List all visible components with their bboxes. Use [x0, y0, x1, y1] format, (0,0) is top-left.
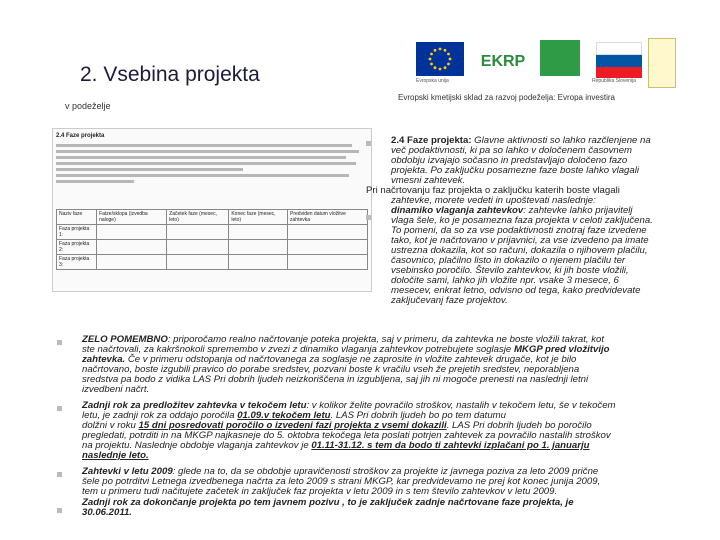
bottom-b2-line: pregledati, potrditi in na MKGP najkasneje do 5. oktobra tekočega leta poslati potrjen zahtevek za povračilo nastalih stroškov — [82, 430, 611, 441]
si-caption: Republika Slovenija — [592, 78, 636, 84]
right-p1-line: projekta. Po zaključku posamezne faze boste lahko vlagali — [391, 165, 639, 176]
form-phase-table — [56, 209, 368, 270]
bullet-icon — [57, 508, 62, 513]
right-p1-line: obdobju izvajajo sočasno in predstavljajo določeno fazo — [391, 155, 628, 166]
bottom-b1-line: zahtevka. Če v primeru odstopanja od načrtovanega za soglasje ne zaprosite in vložite zahtevek drugače, kot je bilo — [82, 354, 577, 365]
bottom-b4-line: Zadnji rok za dokončanje projekta po tem javnem pozivu , to je zaključek zadnje načrtovane faze projekta, je — [82, 497, 574, 508]
leader-logo-icon — [540, 40, 580, 76]
right-p3-line: vsebinsko poročilo. Število zahtevkov, ki jih boste vložili, — [391, 265, 629, 276]
form-heading: 2.4 Faze projekta — [56, 133, 105, 139]
table-row: Faza projekta 2: — [57, 240, 97, 255]
bottom-b1-line: načrtovano, boste izgubili pravico do porabe sredstev, pozvani boste k vračilu vseh že prejetih sredstev, neporabljena — [82, 364, 580, 375]
form-text-lines — [56, 141, 368, 186]
right-p1-line: več podaktivnosti, ki pa so lahko v določenem časovnem — [391, 145, 633, 156]
bottom-b3-line: Zahtevki v letu 2009: glede na to, da se obdobje upravičenosti stroškov za projekte iz javnega poziva za leto 2009 prične — [82, 466, 599, 477]
right-p2-line: zahtevke, morete vedeti in upoštevati naslednje: — [391, 195, 596, 206]
bottom-b2-line: dolžni v roku 15 dni posredovati poročilo o izvedeni fazi projekta z vsemi dokazili. LAS Pri dobrih ljudeh bo poročilo — [82, 420, 592, 431]
slovenia-flag-icon — [596, 42, 642, 76]
right-p3-line: zaključevanj faze projektov. — [391, 295, 508, 306]
subtitle-right: Evropski kmetijski sklad za razvoj podeželja: Evropa investira — [398, 93, 615, 102]
bullet-icon — [366, 141, 371, 146]
table-row: Faza projekta 3: — [57, 255, 97, 270]
bullet-icon — [57, 472, 62, 477]
table-header: Konec faze (mesec, leto) — [229, 210, 288, 225]
right-p3-line: tako, kot je načrtovano v prijavnici, za vse izvedeno pa imate — [391, 235, 649, 246]
bottom-b3-line: šele po potrditvi Letnega izvedbenega načrta za leto 2009 s strani MKGP, kar predvidevamo ne prej kot konec junija 2009, — [82, 476, 601, 487]
right-p3-line: časovnico, plačilno listo in dokazilo o njenem plačilu ter — [391, 255, 626, 266]
right-p1-line: 2.4 Faze projekta: Glavne aktivnosti so lahko razčlenjene na — [391, 135, 651, 146]
local-group-logo-icon — [648, 38, 676, 88]
right-p3-line: dinamiko vlaganja zahtevkov: zahtevke lahko prijavitelj — [391, 205, 633, 216]
bottom-b1-line: izvedbeni načrt. — [82, 384, 150, 395]
bullet-icon — [366, 215, 371, 220]
subtitle-left: v podeželje — [65, 101, 111, 111]
table-header: Naziv faze — [57, 210, 97, 225]
bullet-icon — [57, 406, 62, 411]
right-p3-line: To pomeni, da so za vse podaktivnosti znotraj faze izvedene — [391, 225, 647, 236]
right-p1-line: vmesni zahtevek. — [391, 175, 466, 186]
table-header: Začetek faze (mesec, leto) — [167, 210, 229, 225]
bottom-b2-line: letu, je zadnji rok za oddajo poročila 01.09.v tekočem letu. LAS Pri dobrih ljudeh bo po tem datumu — [82, 410, 506, 421]
table-row: Faza projekta 1: — [57, 225, 97, 240]
eu-caption: Evropska unija — [416, 78, 449, 84]
bottom-b2-line: naslednje leto. — [82, 450, 149, 461]
slide-title: 2. Vsebina projekta — [80, 63, 260, 86]
right-p3-line: vlaga šele, ko je posamezna faza projekta v celoti zaključena. — [391, 215, 653, 226]
form-excerpt-image — [52, 128, 372, 292]
bottom-b1-line: sredstva pa bodo z vidika LAS Pri dobrih ljudeh neizkoriščena in izgubljena, saj jih ni mogoče prenesti na naslednji letni — [82, 374, 589, 385]
logo-strip — [410, 38, 672, 88]
bottom-b1-line: ZELO POMEMBNO: priporočamo realno načrtovanje poteka projekta, saj v primeru, da zahtevka ne boste vložili takrat, kot — [82, 334, 605, 345]
right-p3-line: ustrezna dokazila, kot so računi, dokazila o njihovem plačilu, — [391, 245, 648, 256]
right-p3-line: mesecev, enkrat letno, odvisno od tega, kako predvidevate — [391, 285, 641, 296]
ekrp-logo: EKRP — [480, 53, 526, 70]
table-header: Predviden datum vložitve zahtevka — [288, 210, 368, 225]
bottom-b4-line: 30.06.2011. — [82, 507, 132, 518]
right-p3-line: določite sami, lahko jih vložite npr. vsake 3 mesece, 6 — [391, 275, 619, 286]
bottom-b2-line: Zadnji rok za predložitev zahtevka v tekočem letu: v kolikor želite povračilo stroškov, nastalih v tekočem letu, še v tekočem — [82, 400, 616, 411]
table-header: Fatze/sklopa (izvedba naloge) — [97, 210, 167, 225]
bottom-b1-line: ste načrtovali, za kakršnokoli spremembo v zvezi z dinamiko vlaganja zahtevkov potrebujete soglasje MKGP pred vložitvijo — [82, 344, 610, 355]
bottom-b3-line: tem u primeru tudi načitujete začetek in zaključek faz projekta v letu 2009 in s tem število zahtevkov v letu 2009. — [82, 486, 558, 497]
bottom-b2-line: na projektu. Naslednje obdobje vlaganja zahtevkov je 01.11-31.12. s tem da bodo ti zahtevki izplačani po 1. januarju — [82, 440, 590, 451]
right-p2-line: Pri načrtovanju faz projekta o zaključku katerih boste vlagali — [366, 185, 620, 196]
bullet-icon — [57, 340, 62, 345]
eu-flag-icon — [416, 42, 464, 76]
